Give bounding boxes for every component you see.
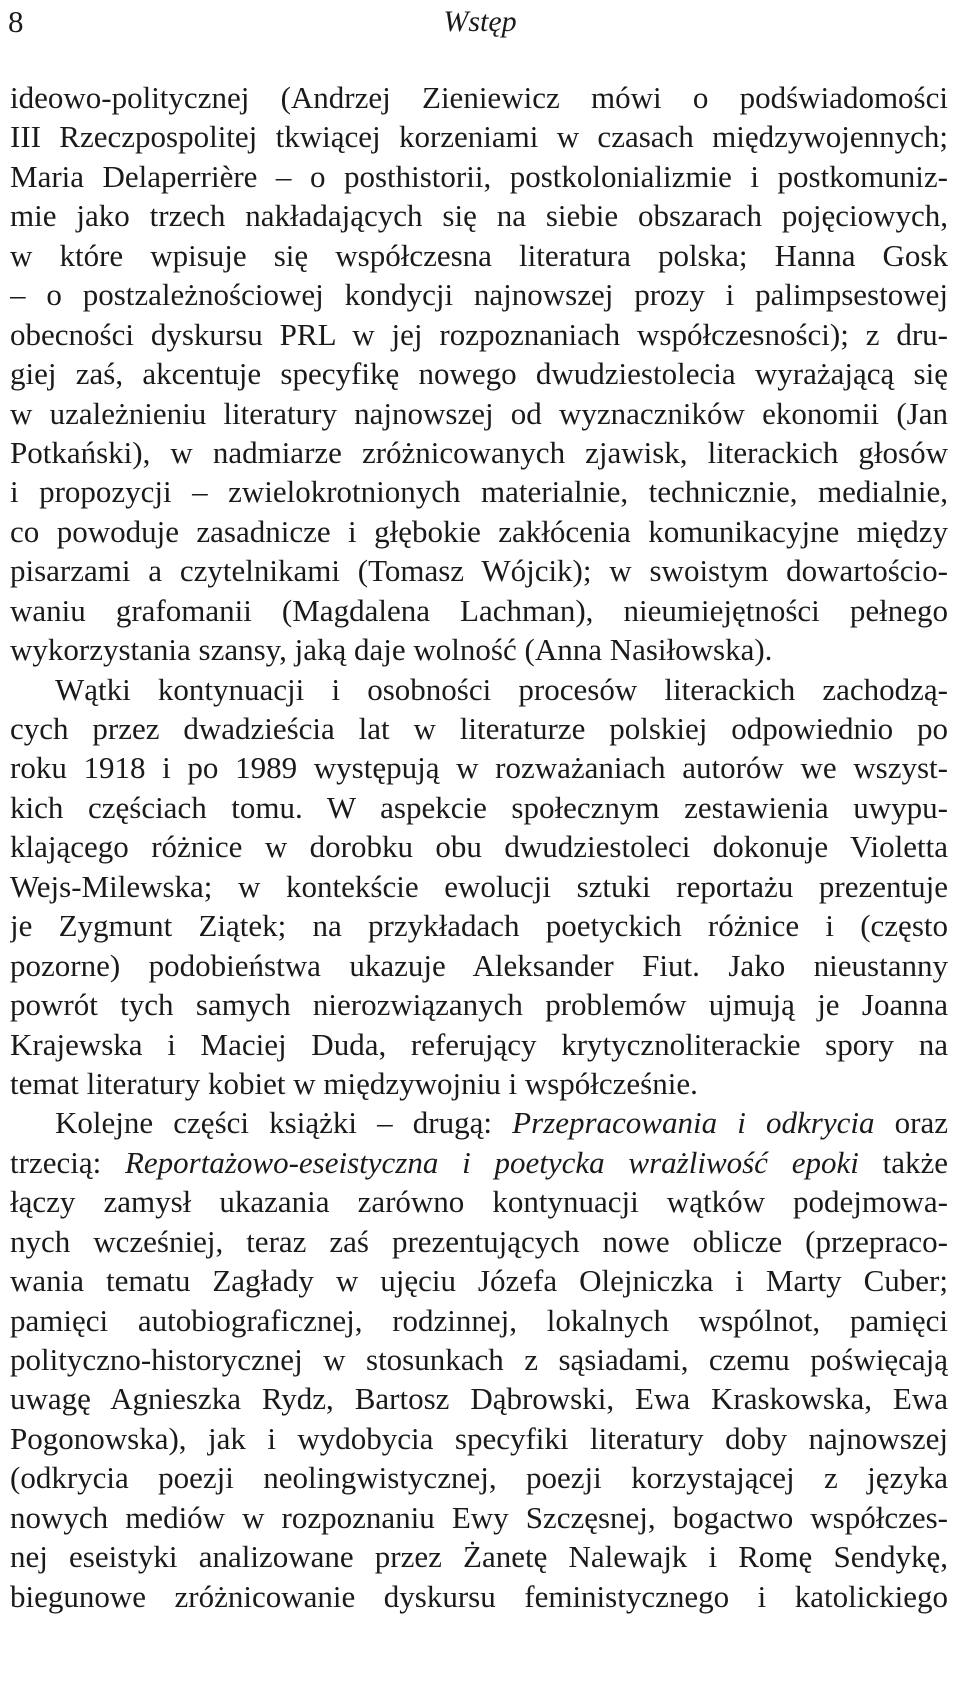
text-line xyxy=(10,1261,948,1300)
text-segment: także xyxy=(858,1144,948,1180)
text-segment: nych wcześniej, teraz zaś prezentujących nowe oblicze (przepraco- xyxy=(10,1223,948,1259)
text-segment: i propozycji – zwielokrotnionych materialnie, technicznie, medialnie, xyxy=(10,474,948,510)
text-segment: je Zygmunt Ziątek; na przykładach poetyckich różnice i (często xyxy=(10,908,948,944)
text-segment: trzecią: xyxy=(10,1144,125,1180)
text-line xyxy=(10,1537,948,1576)
text-segment: nowych mediów w rozpoznaniu Ewy Szczęsnej, bogactwo współczes- xyxy=(10,1499,948,1535)
text-segment: wykorzystania szansy, jaką daje wolność (Anna Nasiłowska). xyxy=(10,632,773,668)
text-line xyxy=(10,1025,948,1064)
text-segment: ideowo-politycznej (Andrzej Zieniewicz mówi o podświadomości xyxy=(10,80,948,115)
text-line xyxy=(10,78,948,117)
text-line xyxy=(10,591,948,630)
text-line xyxy=(10,315,948,354)
text-segment: pisarzami a czytelnikami (Tomasz Wójcik); w swoistym dowartościo- xyxy=(10,553,948,589)
text-segment: powrót tych samych nierozwiązanych problemów ujmują je Joanna xyxy=(10,987,948,1023)
paragraph xyxy=(10,78,948,670)
text-segment: III Rzeczpospolitej tkwiącej korzeniami w czasach międzywojennych; xyxy=(10,119,948,155)
text-line xyxy=(10,196,948,235)
text-line xyxy=(10,1301,948,1340)
text-line xyxy=(10,157,948,196)
text-segment: nej eseistyki analizowane przez Żanetę Nalewajk i Romę Sendykę, xyxy=(10,1539,948,1575)
text-segment: pamięci autobiograficznej, rodzinnej, lokalnych wspólnot, pamięci xyxy=(10,1302,948,1338)
text-segment: giej zaś, akcentuje specyfikę nowego dwudziestolecia wyrażającą się xyxy=(10,356,948,392)
text-line xyxy=(10,1182,948,1221)
text-line xyxy=(10,354,948,393)
text-line xyxy=(10,630,948,669)
text-line xyxy=(10,236,948,275)
text-segment: – o postzależnościowej kondycji najnowszej prozy i palimpsestowej xyxy=(10,277,948,313)
text-segment: polityczno-historycznej w stosunkach z sąsiadami, czemu poświęcają xyxy=(10,1342,948,1377)
text-line xyxy=(10,551,948,590)
page-number: 8 xyxy=(8,4,24,39)
text-segment: waniu grafomanii (Magdalena Lachman), nieumiejętności pełnego xyxy=(10,592,948,628)
text-segment: w uzależnieniu literatury najnowszej od wyznaczników ekonomii (Jan xyxy=(10,395,948,431)
paragraph xyxy=(10,1103,948,1616)
italic-title: Przepracowania i odkrycia xyxy=(512,1105,875,1141)
text-line xyxy=(10,946,948,985)
text-line xyxy=(10,985,948,1024)
text-segment: w które wpisuje się współczesna literatura polska; Hanna Gosk xyxy=(10,237,948,273)
text-segment: oraz xyxy=(874,1105,948,1141)
text-line xyxy=(10,1498,948,1537)
text-segment: Pogonowska), jak i wydobycia specyfiki literatury doby najnowszej xyxy=(10,1420,948,1456)
italic-title: Reportażowo-eseistyczna i poetycka wrażliwość epoki xyxy=(124,1144,859,1180)
text-segment: mie jako trzech nakładających się na siebie obszarach pojęciowych, xyxy=(10,198,948,234)
text-segment: kich częściach tomu. W aspekcie społecznym zestawienia uwypu- xyxy=(10,789,948,825)
text-segment: Krajewska i Maciej Duda, referujący krytycznoliterackie spory na xyxy=(10,1026,948,1062)
text-segment: temat literatury kobiet w międzywojniu i współcześnie. xyxy=(10,1065,698,1101)
text-line xyxy=(10,1340,948,1379)
text-line xyxy=(10,1419,948,1458)
text-segment: biegunowe zróżnicowanie dyskursu feministycznego i katolickiego xyxy=(10,1578,948,1614)
text-line xyxy=(10,1577,948,1616)
text-line xyxy=(10,512,948,551)
text-segment: roku 1918 i po 1989 występują w rozważaniach autorów we wszyst- xyxy=(10,750,948,786)
text-segment: Kolejne części książki – drugą: xyxy=(55,1105,513,1141)
text-segment: wania tematu Zagłady w ujęciu Józefa Olejniczka i Marty Cuber; xyxy=(10,1263,948,1299)
text-line xyxy=(10,1222,948,1261)
text-segment: pozorne) podobieństwa ukazuje Aleksander Fiut. Jako nieustanny xyxy=(10,947,948,983)
text-segment: Maria Delaperrière – o posthistorii, postkolonializmie i postkomuniz- xyxy=(10,158,948,194)
text-line xyxy=(10,1143,948,1182)
text-line xyxy=(10,472,948,511)
text-line xyxy=(10,1103,948,1142)
text-line xyxy=(10,275,948,314)
text-segment: Wejs-Milewska; w kontekście ewolucji sztuki reportażu prezentuje xyxy=(10,868,948,904)
text-line xyxy=(10,394,948,433)
text-line xyxy=(10,788,948,827)
running-head: Wstęp xyxy=(443,5,517,38)
text-line xyxy=(10,433,948,472)
text-line xyxy=(10,1458,948,1497)
text-segment: łączy zamysł ukazania zarówno kontynuacji wątków podejmowa- xyxy=(10,1184,948,1220)
text-line xyxy=(10,906,948,945)
text-segment: obecności dyskursu PRL w jej rozpoznaniach współczesności); z dru- xyxy=(10,316,948,352)
text-segment: Potkański), w nadmiarze zróżnicowanych zjawisk, literackich głosów xyxy=(10,434,948,470)
text-line xyxy=(10,827,948,866)
text-segment: klającego różnice w dorobku obu dwudziestoleci dokonuje Violetta xyxy=(10,829,948,865)
text-line xyxy=(10,709,948,748)
body-text xyxy=(10,78,948,1616)
text-segment: uwagę Agnieszka Rydz, Bartosz Dąbrowski, Ewa Kraskowska, Ewa xyxy=(10,1381,948,1417)
text-line xyxy=(10,670,948,709)
text-segment: cych przez dwadzieścia lat w literaturze polskiej odpowiednio po xyxy=(10,711,948,746)
text-segment: co powoduje zasadnicze i głębokie zakłócenia komunikacyjne między xyxy=(10,513,948,549)
text-line xyxy=(10,1379,948,1418)
paragraph xyxy=(10,670,948,1104)
text-line xyxy=(10,748,948,787)
text-line xyxy=(10,1064,948,1103)
text-segment: (odkrycia poezji neolingwistycznej, poezji korzystającej z języka xyxy=(10,1460,948,1496)
text-line xyxy=(10,117,948,156)
text-line xyxy=(10,867,948,906)
text-segment: Wątki kontynuacji i osobności procesów literackich zachodzą- xyxy=(55,671,948,707)
